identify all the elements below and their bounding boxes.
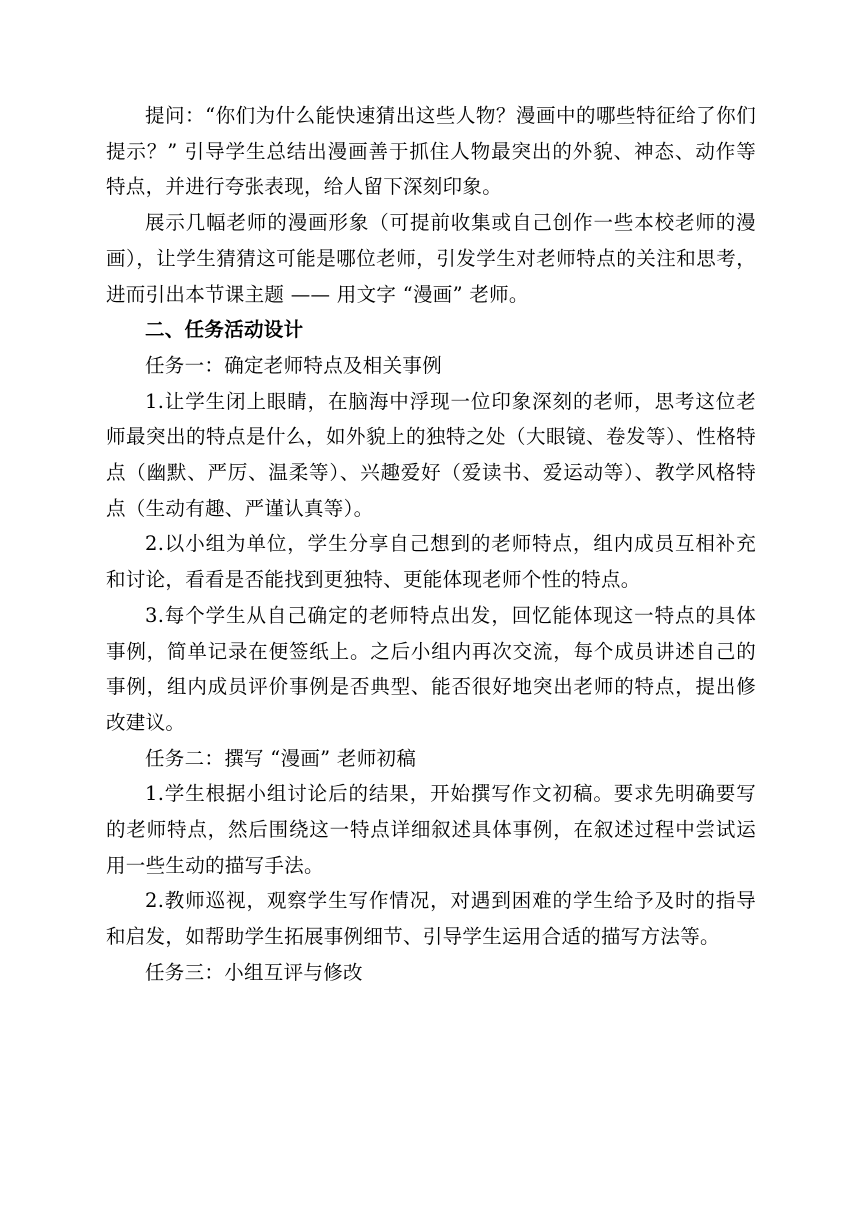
document-body [106, 98, 756, 991]
paragraph-question-prompt: 提问：“你们为什么能快速猜出这些人物？漫画中的哪些特征给了你们提示？” 引导学生总结出漫画善于抓住人物最突出的外貌、神态、动作等特点，并进行夸张表现，给人留下深刻印象。 [106, 104, 756, 199]
task-one-step-1: 1.让学生闭上眼睛，在脑海中浮现一位印象深刻的老师，思考这位老师最突出的特点是什么，如外貌上的独特之处（大眼镜、卷发等）、性格特点（幽默、严厉、温柔等）、兴趣爱好（爱读书、爱运动等）、教学风格特点（生动有趣、严谨认真等）。 [106, 389, 756, 520]
task-two-title: 任务二：撰写 “漫画” 老师初稿 [145, 746, 417, 770]
task-two-step-1: 1.学生根据小组讨论后的结果，开始撰写作文初稿。要求先明确要写的老师特点，然后围绕这一特点详细叙述具体事例，在叙述过程中尝试运用一些生动的描写手法。 [106, 782, 756, 877]
paragraph-show-teacher-cartoons: 展示几幅老师的漫画形象（可提前收集或自己创作一些本校老师的漫画），让学生猜猜这可能是哪位老师，引发学生对老师特点的关注和思考，进而引出本节课主题 —— 用文字 “漫画” 老师。 [106, 211, 756, 306]
task-three-title: 任务三：小组互评与修改 [145, 960, 363, 984]
task-two-step-2: 2.教师巡视，观察学生写作情况，对遇到困难的学生给予及时的指导和启发，如帮助学生拓展事例细节、引导学生运用合适的描写方法等。 [106, 889, 756, 949]
section-heading-task-design: 二、任务活动设计 [145, 318, 304, 342]
task-one-step-3: 3.每个学生从自己确定的老师特点出发，回忆能体现这一特点的具体事例，简单记录在便签纸上。之后小组内再次交流，每个成员讲述自己的事例，组内成员评价事例是否典型、能否很好地突出老师的特点，提出修改建议。 [106, 603, 756, 734]
task-one-step-2: 2.以小组为单位，学生分享自己想到的老师特点，组内成员互相补充和讨论，看看是否能找到更独特、更能体现老师个性的特点。 [106, 532, 756, 592]
task-one-title: 任务一：确定老师特点及相关事例 [145, 353, 443, 377]
